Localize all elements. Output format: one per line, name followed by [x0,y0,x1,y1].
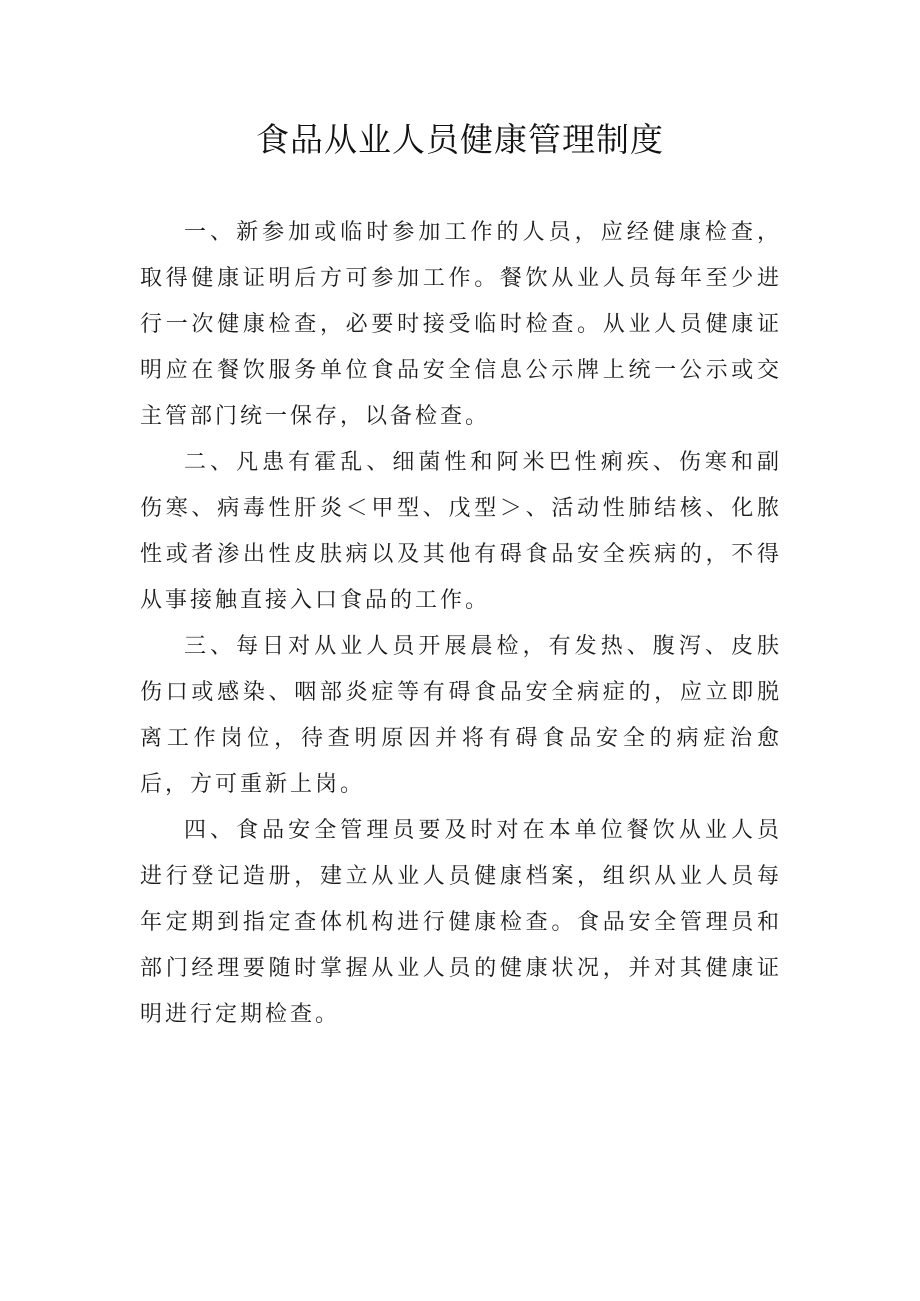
document-title: 食品从业人员健康管理制度 [256,120,664,159]
paragraph-4: 四、食品安全管理员要及时对在本单位餐饮从业人员进行登记造册，建立从业人员健康档案，组织从业人员每年定期到指定查体机构进行健康检查。食品安全管理员和部门经理要随时掌握从业人员的健康状况，并对其健康证明进行定期检查。 [140,818,782,1027]
paragraph-3: 三、每日对从业人员开展晨检，有发热、腹泻、皮肤伤口或感染、咽部炎症等有碍食品安全病症的，应立即脱离工作岗位，待查明原因并将有碍食品安全的病症治愈后，方可重新上岗。 [140,634,782,797]
paragraph-1: 一、新参加或临时参加工作的人员，应经健康检查，取得健康证明后方可参加工作。餐饮从业人员每年至少进行一次健康检查，必要时接受临时检查。从业人员健康证明应在餐饮服务单位食品安全信息公示牌上统一公示或交主管部门统一保存，以备检查。 [140,220,782,429]
document-body [140,210,782,1038]
paragraph-2: 二、凡患有霍乱、细菌性和阿米巴性痢疾、伤寒和副伤寒、病毒性肝炎＜甲型、戊型＞、活动性肺结核、化脓性或者渗出性皮肤病以及其他有碍食品安全疾病的，不得从事接触直接入口食品的工作。 [140,450,782,613]
